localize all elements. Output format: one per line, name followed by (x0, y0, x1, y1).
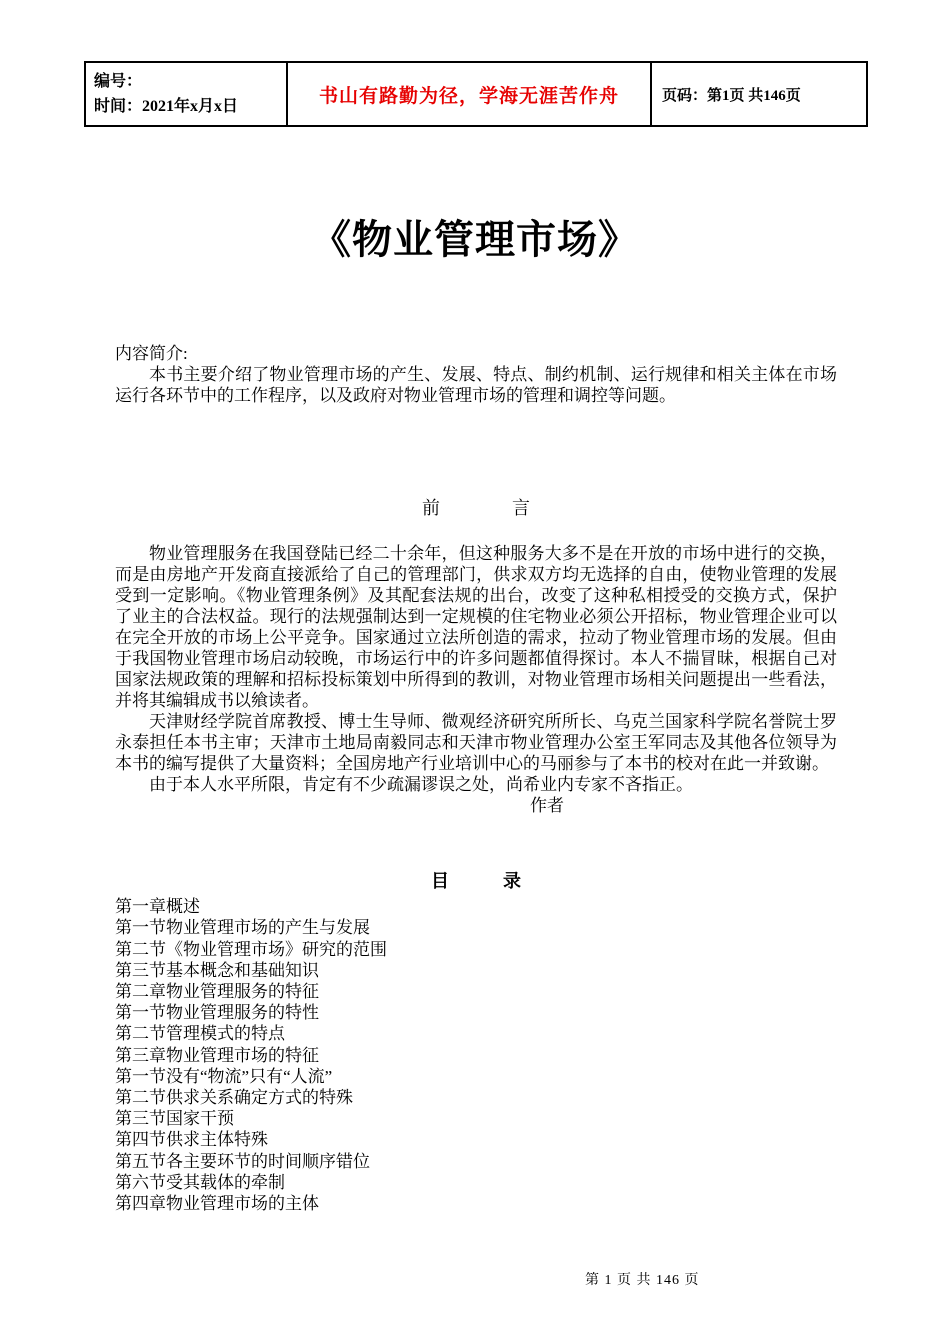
toc-item: 第三节基本概念和基础知识 (115, 960, 319, 980)
toc-heading: 目 录 (431, 871, 521, 891)
toc-item: 第三章物业管理市场的特征 (115, 1045, 319, 1065)
toc-section (115, 871, 837, 1214)
toc-item: 第二节供求关系确定方式的特殊 (115, 1088, 353, 1108)
toc-item: 第四节供求主体特殊 (115, 1130, 268, 1150)
toc-item: 第五节各主要环节的时间顺序错位 (115, 1151, 370, 1171)
header-number-label: 编号： (94, 73, 143, 90)
toc-item: 第二节《物业管理市场》研究的范围 (115, 939, 387, 959)
toc-item: 第一节物业管理市场的产生与发展 (115, 918, 370, 938)
intro-section (115, 343, 837, 406)
header-motto-cell (287, 62, 651, 126)
preface-heading: 前 言 (422, 498, 530, 518)
header-table (84, 61, 868, 127)
toc-item: 第二节管理模式的特点 (115, 1024, 285, 1044)
toc-item: 第一节没有“物流”只有“人流” (115, 1066, 333, 1086)
toc-item: 第一节物业管理服务的特性 (115, 1003, 319, 1023)
toc-item: 第六节受其载体的牵制 (115, 1172, 285, 1192)
author-signature: 作者 (530, 796, 564, 815)
preface-paragraph: 由于本人水平所限，肯定有不少疏漏谬误之处，尚希业内专家不吝指正。 (149, 775, 693, 794)
header-row (85, 62, 867, 126)
toc-item: 第二章物业管理服务的特征 (115, 982, 319, 1002)
toc-item: 第三节国家干预 (115, 1109, 234, 1129)
preface-section (115, 498, 837, 816)
header-page-label: 页码：第1页 共146页 (662, 87, 801, 104)
page-footer: 第 1 页 共 146 页 (585, 1273, 700, 1288)
header-page-cell (651, 62, 867, 126)
toc-item: 第一章概述 (115, 897, 200, 917)
toc-item: 第四章物业管理市场的主体 (115, 1194, 319, 1214)
document-title: 《物业管理市场》 (311, 217, 639, 262)
header-meta-cell (85, 62, 287, 126)
preface-paragraph: 天津财经学院首席教授、博士生导师、微观经济研究所所长、乌克兰国家科学院名誉院士罗永泰担任本书主审；天津市土地局南毅同志和天津市物业管理办公室王军同志及其他各位领导为本书的编写提供了大量资料；全国房地产行业培训中心的马丽参与了本书的校对在此一并致谢。 (115, 712, 837, 773)
intro-heading: 内容简介: (115, 344, 188, 363)
header-motto-text: 书山有路勤为径，学海无涯苦作舟 (318, 85, 619, 107)
preface-paragraph: 物业管理服务在我国登陆已经二十余年，但这种服务大多不是在开放的市场中进行的交换，而是由房地产开发商直接派给了自己的管理部门，供求双方均无选择的自由，使物业管理的发展受到一定影响。《物业管理条例》及其配套法规的出台，改变了这种私相授受的交换方式，保护了业主的合法权益。现行的法规强制达到一定规模的住宅物业必须公开招标，物业管理企业可以在完全开放的市场上公平竞争。国家通过立法所创造的需求，拉动了物业管理市场的发展。但由于我国物业管理市场启动较晚，市场运行中的许多问题都值得探讨。本人不揣冒昧，根据自己对国家法规政策的理解和招标投标策划中所得到的教训，对物业管理市场相关问题提出一些看法，并将其编辑成书以飨读者。 (115, 544, 837, 710)
intro-paragraph: 本书主要介绍了物业管理市场的产生、发展、特点、制约机制、运行规律和相关主体在市场运行各环节中的工作程序，以及政府对物业管理市场的管理和调控等问题。 (115, 365, 837, 405)
header-date-label: 时间：2021年x月x日 (94, 98, 239, 115)
